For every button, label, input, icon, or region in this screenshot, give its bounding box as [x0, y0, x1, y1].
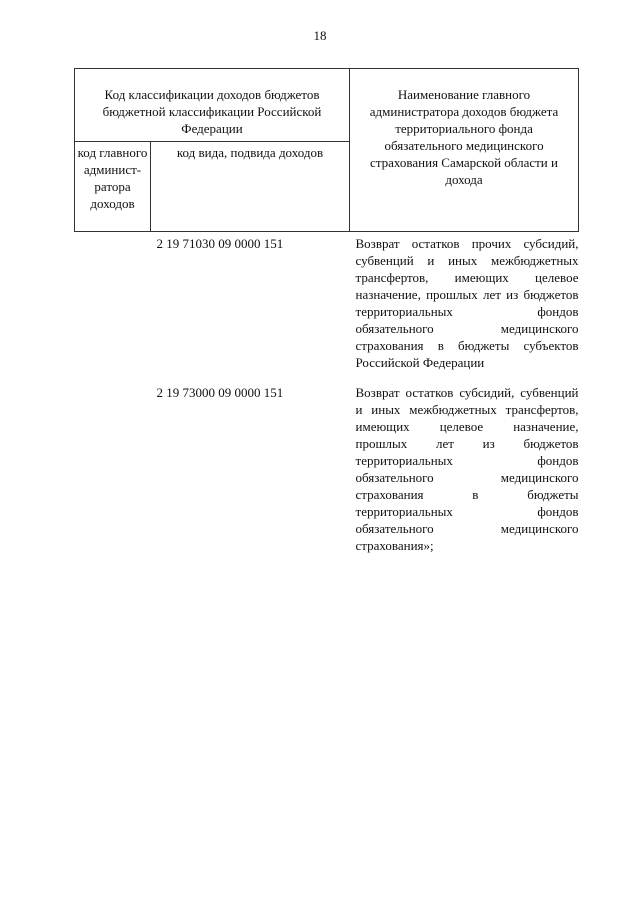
row-name: Возврат остатков субсидий, субвенций и иных межбюджетных трансфертов, имеющих целевое назначение, прошлых лет из бюджетов территориальных фондов обязательного медицинского страхования в бюджеты территориальных фондов обязательного медицинского страхования»; [355, 385, 579, 553]
header-admin-code: код главного админист-ратора доходов [75, 142, 151, 232]
row-income-code: 2 19 73000 09 0000 151 [156, 385, 284, 400]
header-classification-code: Код классификации доходов бюджетов бюджетной классификации Российской Федерации [75, 69, 350, 142]
table-row [75, 381, 579, 564]
header-administrator-name: Наименование главного администратора доходов бюджета территориального фонда обязательного медицинского страхования Самарской области и дохода [350, 69, 579, 232]
row-admin-code [75, 232, 151, 382]
header-income-type-code: код вида, подвида доходов [151, 142, 350, 232]
row-admin-code [75, 381, 151, 564]
table-row [75, 232, 579, 382]
row-income-code: 2 19 71030 09 0000 151 [156, 236, 284, 251]
page-number: 18 [313, 28, 327, 43]
budget-classification-table [74, 68, 579, 564]
table-header-row [75, 69, 579, 142]
row-name: Возврат остатков прочих субсидий, субвенций и иных межбюджетных трансфертов, имеющих целевое назначение, прошлых лет из бюджетов территориальных фондов обязательного медицинского страхования в бюджеты субъектов Российской Федерации [355, 236, 579, 370]
